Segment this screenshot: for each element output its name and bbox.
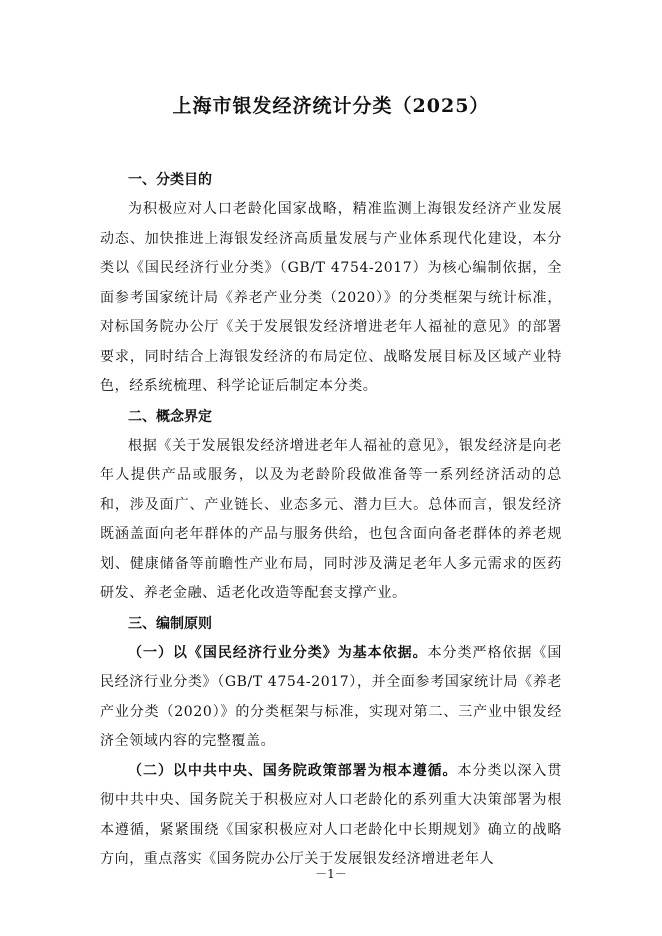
section-heading-principles: 三、编制原则 bbox=[128, 615, 212, 632]
paragraph-text: 本分类严格依据《国民经济行业分类》（GB/T 4754-2017），并全面参考国家统计局《养老产业分类（2020）》的分类框架与标准，实现对第二、三产业中银发经济全领域内容的完整覆盖。 bbox=[100, 644, 563, 749]
principle-2-lead: （二）以中共中央、国务院政策部署为根本遵循。 bbox=[128, 762, 458, 779]
paragraph-text: 为积极应对人口老龄化国家战略，精准监测上海银发经济产业发展动态、加快推进上海银发经济高质量发展与产业体系现代化建设，本分类以《国民经济行业分类》（GB/T 4754-2017）为核心编制依据，全面参考国家统计局《养老产业分类（2020）》的分类框架与统计标准，对标国务院办公厅《关于发展银发经济增进老年人福祉的意见》的部署要求，同时结合上海银发经济的布局定位、战略发展目标及区域产业特色，经系统梳理、科学论证后制定本分类。 bbox=[100, 201, 562, 394]
paragraph-text: 根据《关于发展银发经济增进老年人福祉的意见》，银发经济是向老年人提供产品或服务，以及为老龄阶段做准备等一系列经济活动的总和，涉及面广、产业链长、业态多元、潜力巨大。总体而言，银发经济既涵盖面向老年群体的产品与服务供给，也包含面向备老群体的养老规划、健康储备等前瞻性产业布局，同时涉及满足老年人多元需求的医药研发、养老金融、适老化改造等配套支撑产业。 bbox=[100, 437, 562, 601]
paragraph-principle-1 bbox=[100, 639, 562, 757]
section-heading-purpose: 一、分类目的 bbox=[128, 172, 212, 188]
paragraph-text: 本分类以深入贯彻中共中央、国务院关于积极应对人口老龄化的系列重大决策部署为根本遵循，紧紧围绕《国家积极应对人口老龄化中长期规划》确立的战略方向，重点落实《国务院办公厅关于发展银发经济增进老年人 bbox=[100, 762, 563, 867]
paragraph-principle-2 bbox=[100, 757, 562, 875]
principle-1-lead: （一）以《国民经济行业分类》为基本依据。 bbox=[128, 644, 428, 661]
page-number: －1－ bbox=[315, 867, 347, 881]
paragraph-definition bbox=[100, 432, 562, 609]
section-heading-definition: 二、概念界定 bbox=[128, 408, 212, 425]
document-title: 上海市银发经济统计分类（2025） bbox=[172, 95, 490, 117]
paragraph-purpose bbox=[100, 195, 562, 402]
document-body bbox=[100, 165, 562, 875]
